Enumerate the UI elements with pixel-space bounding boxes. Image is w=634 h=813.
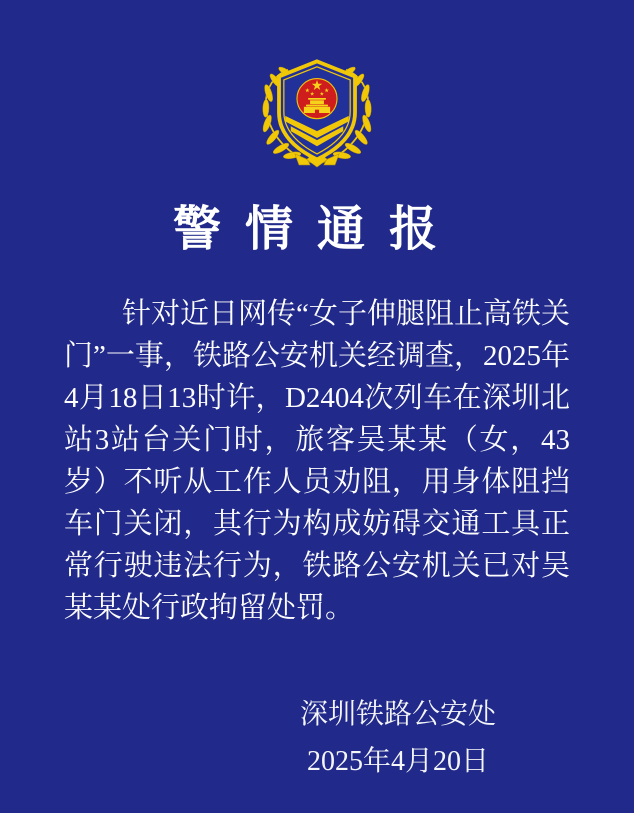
notice-title: 警情通报: [172, 203, 461, 256]
badge-container: [0, 0, 634, 168]
notice-body: 针对近日网传“女子伸腿阻止高铁关门”一事，铁路公安机关经调查，2025年4月18日13时许，D2404次列车在深圳北站3站台关门时，旅客吴某某（女，43岁）不听从工作人员劝阻，用身体阻挡车门关闭，其行为构成妨碍交通工具正常行驶违法行为，铁路公安机关已对吴某某处行政拘留处罚。: [64, 298, 570, 624]
police-badge-icon: [241, 50, 393, 168]
issuing-authority: 深圳铁路公安处: [300, 699, 497, 730]
signature-block: [300, 691, 496, 785]
issue-date: 2025年4月20日: [307, 746, 490, 777]
